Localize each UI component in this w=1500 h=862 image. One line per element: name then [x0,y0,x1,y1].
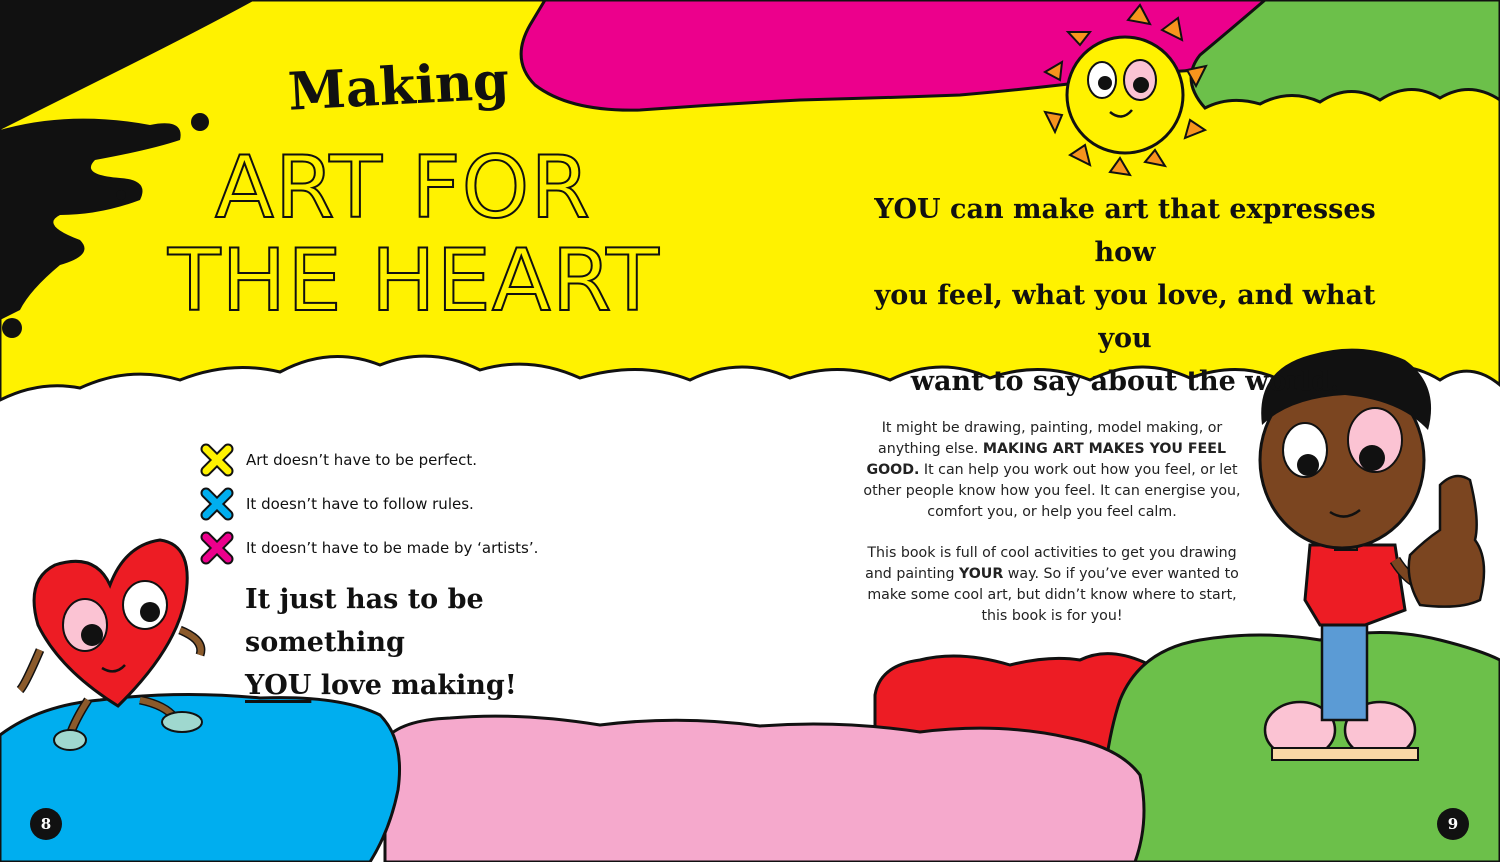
black-paint-dot [116,190,126,200]
paragraph-bold: YOUR [958,566,1004,582]
black-paint-dot [2,318,22,338]
list-item [200,526,538,570]
closing-statement [245,578,625,707]
body-paragraph-1 [862,418,1242,523]
yellow-x-icon [200,443,234,477]
list-item-text: It doesn’t have to follow rules. [246,495,474,513]
title-line-the-heart: THE HEART [168,231,660,331]
paragraph-text: way. So if you’ve ever wanted to make some cool art, but didn’t know where to start, this book is for you! [867,566,1239,624]
tagline [855,188,1395,403]
paragraph-text: It can help you work out how you feel, or let other people know how you feel. It can energise you, comfort you, or help you feel calm. [863,462,1241,520]
body-paragraph-2 [862,543,1242,627]
list-item [200,482,538,526]
list-item-text: Art doesn’t have to be perfect. [246,451,477,469]
tagline-line: want to say about the world. [910,366,1340,397]
closing-line-1: It just has to be something [245,584,484,658]
tagline-line: you feel, what you love, and what you [874,280,1376,354]
closing-you: YOU [245,670,312,701]
pink-paint-cloud [385,716,1144,862]
cyan-x-icon [200,487,234,521]
paragraph-bold: MAKING ART MAKES YOU FEEL GOOD. [866,441,1226,478]
list-item [200,438,538,482]
page-number-left: 8 [30,808,62,840]
title-line-art-for: ART FOR [215,138,592,238]
tagline-line: YOU can make art that expresses how [874,194,1376,268]
black-paint-dot [191,113,209,131]
closing-line-2: love making! [311,670,517,701]
list-item-text: It doesn’t have to be made by ‘artists’. [246,539,539,557]
title-making: Making [286,50,511,123]
checklist [200,438,538,570]
paragraph-text: This book is full of cool activities to get you drawing and painting [865,545,1237,582]
paragraph-text: It might be drawing, painting, model making, or anything else. [878,420,1223,457]
page-number-right: 9 [1437,808,1469,840]
magenta-x-icon [200,531,234,565]
